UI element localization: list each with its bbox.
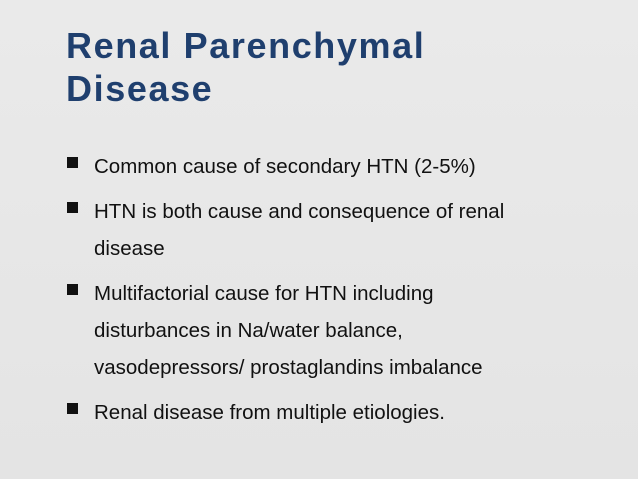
slide-title	[66, 24, 626, 110]
bullet-text-line: Common cause of secondary HTN (2-5%)	[94, 155, 476, 178]
bullet-text-line: HTN is both cause and consequence of renal	[94, 200, 505, 223]
slide-title-line-1: Renal Parenchymal	[66, 25, 426, 66]
bullet-text-line: disease	[94, 237, 165, 260]
square-bullet-icon	[67, 403, 78, 414]
bullet-text-line: Multifactorial cause for HTN including	[94, 282, 434, 305]
bullet-item	[67, 193, 627, 267]
square-bullet-icon	[67, 157, 78, 168]
bullet-item	[67, 275, 627, 386]
square-bullet-icon	[67, 202, 78, 213]
bullet-item	[67, 394, 627, 431]
bullet-list	[67, 148, 627, 439]
bullet-text-line: Renal disease from multiple etiologies.	[94, 401, 445, 424]
bullet-text-line: disturbances in Na/water balance,	[94, 319, 403, 342]
square-bullet-icon	[67, 284, 78, 295]
slide-title-line-2: Disease	[66, 68, 214, 109]
bullet-text-line: vasodepressors/ prostaglandins imbalance	[94, 356, 483, 379]
bullet-item	[67, 148, 627, 185]
